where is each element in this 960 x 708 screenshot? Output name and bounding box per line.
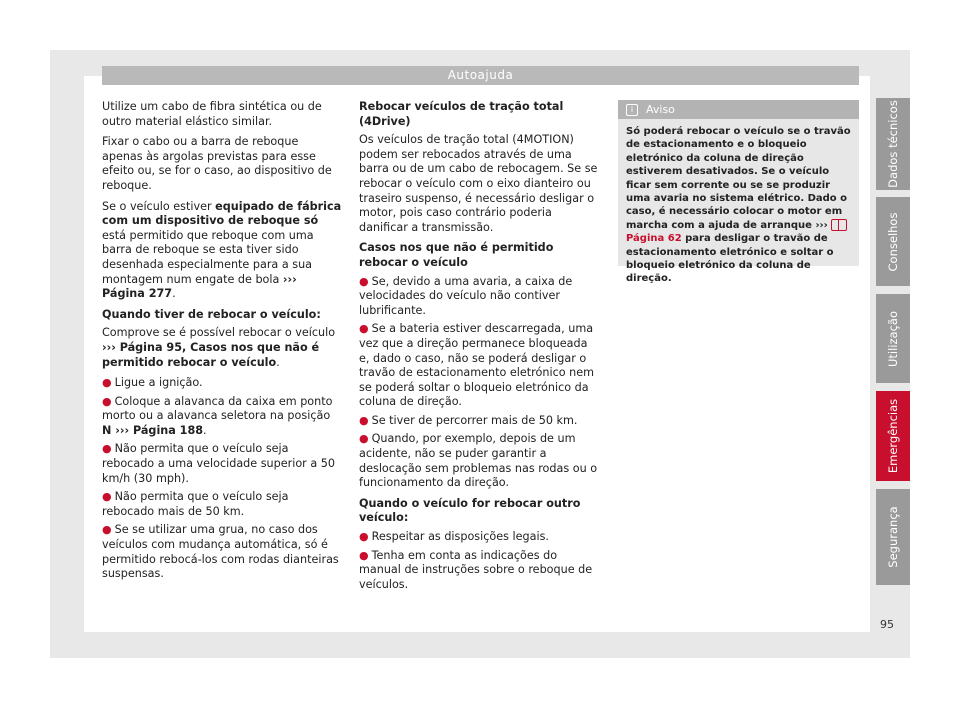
bullet-icon: ● [102, 523, 112, 537]
page-link[interactable]: ››› Página 95, Casos nos que não é permitido rebocar o veículo [102, 340, 320, 369]
notice-header [618, 100, 859, 119]
page-header [102, 66, 859, 85]
list-item: ● Se, devido a uma avaria, a caixa de velocidades do veículo não contiver lubrificante. [359, 274, 573, 317]
section-heading: Quando o veículo for rebocar outro veículo: [359, 496, 581, 525]
list-item: ● Quando, por exemplo, depois de um acidente, não se puder garantir a deslocação sem problemas nas rodas ou o funcionamento da direção. [359, 432, 598, 490]
tab-dados-tecnicos[interactable]: Dados técnicos [876, 98, 910, 190]
list-item: ● Tenha em conta as indicações do manual de instruções sobre o reboque de veículos. [359, 548, 593, 591]
bullet-icon: ● [359, 274, 369, 288]
notice-body: Só poderá rebocar o veículo se o travão de estacionamento e o bloqueio eletrónico da coluna de direção estiverem desativados. Se o veículo ficar sem corrente ou se se produzir uma avaria no sistema elétrico. Dado o caso, é necessário colocar o motor em marcha com a ajuda de arranque ›››Página 62 para desligar o travão de estacionamento eletrónico e soltar o bloqueio eletrónico da coluna de direção. [626, 126, 851, 285]
page-link[interactable]: Página 62 [626, 233, 682, 245]
list-item: ● Ligue a ignição. [102, 376, 203, 390]
warning-notice-box [618, 100, 859, 285]
paragraph: Comprove se é possível rebocar o veículo ››› Página 95, Casos nos que não é permitido rebocar o veículo. [102, 326, 336, 369]
section-heading: Casos nos que não é permitido rebocar o veículo [359, 241, 554, 269]
bullet-icon: ● [359, 548, 369, 562]
page-number: 95 [880, 618, 894, 631]
bullet-icon: ● [359, 322, 369, 336]
tab-emergencias[interactable]: Emergências [876, 391, 910, 481]
list-item: ● Se tiver de percorrer mais de 50 km. [359, 413, 578, 427]
paragraph: Se o veículo estiver equipado de fábrica com um dispositivo de reboque só está permitido que reboque com uma barra de reboque se esta tiver sido desenhada especialmente para a sua montagem num engate de bola ››› Página 277. [102, 199, 342, 301]
tab-seguranca[interactable]: Segurança [876, 489, 910, 585]
list-item: ● Se a bateria estiver descarregada, uma vez que a direção permanece bloqueada e, dado o caso, não se poderá desligar o travão de estacionamento eletrónico nem se poderá soltar o bloqueio eletrónico da coluna de direção. [359, 322, 595, 409]
bullet-icon: ● [359, 413, 369, 427]
section-heading: Quando tiver de rebocar o veículo: [102, 307, 321, 321]
bullet-icon: ● [102, 442, 112, 456]
book-icon [831, 219, 847, 231]
list-item: ● Se se utilizar uma grua, no caso dos veículos com mudança automática, só é permitido rebocá-los com rodas dianteiras suspensas. [102, 523, 339, 581]
paragraph: Os veículos de tração total (4MOTION) podem ser rebocados através de uma barra ou de um cabo de rebocagem. Se se rebocar o veículo com o eixo dianteiro ou traseiro suspenso, é necessário desligar o motor, pois caso contrário poderia danificar a transmissão. [359, 133, 598, 234]
section-heading: Rebocar veículos de tração total (4Drive) [359, 100, 564, 128]
bullet-icon: ● [102, 376, 112, 390]
page-link[interactable]: N ››› Página 188 [102, 423, 204, 437]
page-link[interactable]: ››› Página 277 [102, 272, 297, 301]
column-left [102, 100, 342, 586]
list-item: ● Coloque a alavanca da caixa em ponto morto ou a alavanca seletora na posição N ››› Página 188. [102, 394, 333, 437]
tab-conselhos[interactable]: Conselhos [876, 197, 910, 286]
tab-utilizacao[interactable]: Utilização [876, 294, 910, 383]
notice-title: Aviso [646, 103, 675, 116]
paragraph: Utilize um cabo de fibra sintética ou de outro material elástico similar. [102, 100, 322, 128]
column-middle [359, 100, 599, 596]
bullet-icon: ● [359, 530, 369, 544]
list-item: ● Respeitar as disposições legais. [359, 530, 549, 544]
bullet-icon: ● [102, 394, 112, 408]
page-title: Autoajuda [447, 68, 514, 82]
bullet-icon: ● [359, 432, 369, 446]
bullet-icon: ● [102, 490, 112, 504]
list-item: ● Não permita que o veículo seja rebocado a uma velocidade superior a 50 km/h (30 mph). [102, 442, 335, 485]
info-icon: i [626, 104, 638, 116]
list-item: ● Não permita que o veículo seja rebocado mais de 50 km. [102, 490, 289, 518]
reference-arrows: ››› [815, 219, 828, 231]
paragraph: Fixar o cabo ou a barra de reboque apenas às argolas previstas para esse efeito ou, se for o caso, ao dispositivo de reboque. [102, 135, 332, 192]
